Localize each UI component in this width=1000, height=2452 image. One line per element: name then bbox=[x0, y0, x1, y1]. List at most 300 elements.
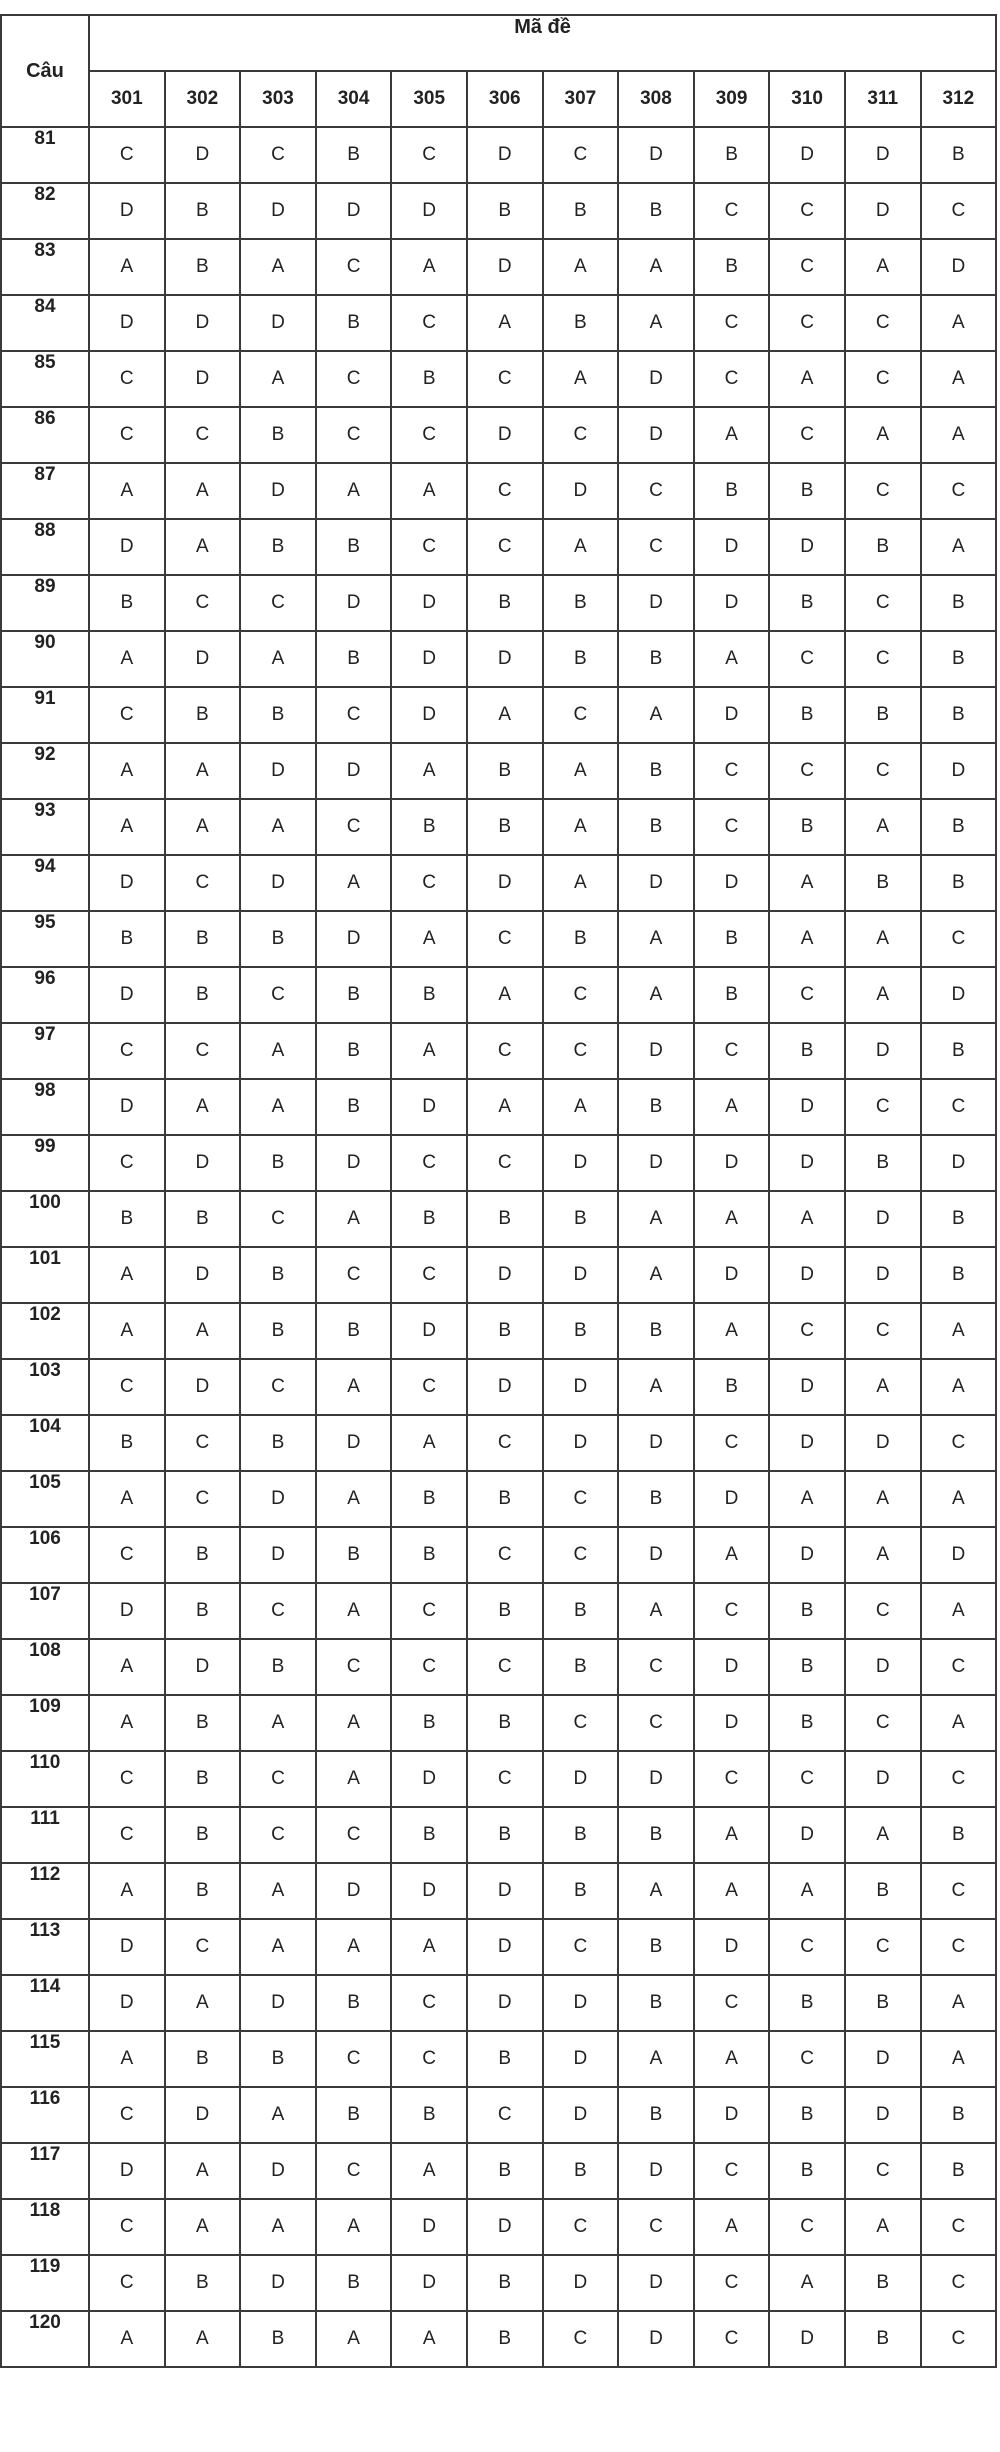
answer-cell: A bbox=[694, 631, 770, 687]
exam-code-308: 308 bbox=[618, 71, 694, 127]
answer-cell: B bbox=[543, 1807, 619, 1863]
answer-cell: D bbox=[391, 2255, 467, 2311]
answer-cell: D bbox=[543, 1247, 619, 1303]
answer-cell: B bbox=[921, 687, 997, 743]
answer-cell: B bbox=[618, 799, 694, 855]
answer-cell: A bbox=[240, 2199, 316, 2255]
answer-cell: D bbox=[165, 1359, 241, 1415]
answer-cell: D bbox=[845, 1247, 921, 1303]
answer-cell: B bbox=[921, 1191, 997, 1247]
table-row bbox=[1, 1415, 996, 1471]
answer-cell: A bbox=[618, 295, 694, 351]
answer-cell: A bbox=[391, 1023, 467, 1079]
answer-cell: C bbox=[316, 239, 392, 295]
table-row bbox=[1, 351, 996, 407]
answer-cell: D bbox=[316, 1135, 392, 1191]
table-row bbox=[1, 1191, 996, 1247]
answer-cell: C bbox=[543, 2311, 619, 2367]
exam-code-header: Mã đề bbox=[89, 15, 996, 71]
answer-cell: C bbox=[769, 967, 845, 1023]
table-row bbox=[1, 687, 996, 743]
answer-cell: C bbox=[240, 967, 316, 1023]
answer-cell: C bbox=[845, 743, 921, 799]
answer-cell: B bbox=[165, 1191, 241, 1247]
answer-cell: C bbox=[694, 295, 770, 351]
answer-cell: D bbox=[391, 1751, 467, 1807]
answer-cell: B bbox=[543, 1639, 619, 1695]
answer-cell: D bbox=[89, 1975, 165, 2031]
answer-cell: B bbox=[391, 967, 467, 1023]
answer-cell: B bbox=[240, 1303, 316, 1359]
answer-cell: D bbox=[845, 1415, 921, 1471]
answer-cell: B bbox=[543, 575, 619, 631]
answer-cell: D bbox=[845, 1191, 921, 1247]
answer-cell: B bbox=[165, 2031, 241, 2087]
answer-cell: C bbox=[845, 1919, 921, 1975]
answer-cell: D bbox=[240, 183, 316, 239]
answer-cell: C bbox=[240, 1583, 316, 1639]
answer-cell: B bbox=[769, 1695, 845, 1751]
table-row bbox=[1, 1247, 996, 1303]
answer-cell: D bbox=[845, 1639, 921, 1695]
answer-cell: A bbox=[391, 2143, 467, 2199]
answer-cell: C bbox=[694, 1023, 770, 1079]
answer-cell: B bbox=[467, 1303, 543, 1359]
answer-cell: A bbox=[769, 351, 845, 407]
answer-cell: D bbox=[89, 1583, 165, 1639]
answer-cell: C bbox=[467, 1751, 543, 1807]
table-row bbox=[1, 967, 996, 1023]
exam-code-311: 311 bbox=[845, 71, 921, 127]
answer-cell: B bbox=[467, 743, 543, 799]
answer-cell: D bbox=[89, 855, 165, 911]
table-row bbox=[1, 1471, 996, 1527]
answer-cell: C bbox=[240, 127, 316, 183]
answer-cell: C bbox=[543, 407, 619, 463]
answer-cell: D bbox=[165, 295, 241, 351]
question-number: 113 bbox=[1, 1919, 89, 1975]
answer-cell: A bbox=[316, 1583, 392, 1639]
answer-cell: A bbox=[618, 1191, 694, 1247]
answer-cell: C bbox=[769, 407, 845, 463]
answer-cell: D bbox=[694, 1639, 770, 1695]
answer-cell: D bbox=[694, 1919, 770, 1975]
answer-cell: C bbox=[769, 1919, 845, 1975]
answer-cell: D bbox=[618, 1415, 694, 1471]
answer-cell: A bbox=[921, 1695, 997, 1751]
answer-cell: B bbox=[391, 1807, 467, 1863]
answer-cell: C bbox=[89, 1135, 165, 1191]
answer-cell: B bbox=[467, 2311, 543, 2367]
answer-cell: D bbox=[467, 2199, 543, 2255]
answer-cell: D bbox=[316, 911, 392, 967]
answer-cell: A bbox=[89, 463, 165, 519]
exam-code-row bbox=[1, 71, 996, 127]
answer-cell: C bbox=[921, 1863, 997, 1919]
answer-cell: D bbox=[618, 1135, 694, 1191]
answer-cell: B bbox=[316, 1527, 392, 1583]
table-row bbox=[1, 1583, 996, 1639]
answer-cell: D bbox=[240, 295, 316, 351]
answer-cell: A bbox=[89, 799, 165, 855]
answer-cell: A bbox=[921, 295, 997, 351]
answer-cell: A bbox=[921, 351, 997, 407]
answer-cell: D bbox=[543, 1751, 619, 1807]
answer-cell: B bbox=[618, 1471, 694, 1527]
table-row bbox=[1, 575, 996, 631]
answer-cell: B bbox=[543, 911, 619, 967]
answer-cell: B bbox=[618, 2087, 694, 2143]
answer-cell: C bbox=[618, 1695, 694, 1751]
answer-cell: C bbox=[921, 1639, 997, 1695]
answer-cell: D bbox=[694, 575, 770, 631]
answer-cell: A bbox=[618, 239, 694, 295]
table-header-row bbox=[1, 15, 996, 71]
answer-cell: A bbox=[543, 1079, 619, 1135]
answer-cell: B bbox=[467, 1695, 543, 1751]
answer-cell: A bbox=[921, 407, 997, 463]
answer-cell: C bbox=[543, 967, 619, 1023]
answer-cell: A bbox=[618, 687, 694, 743]
answer-cell: A bbox=[165, 799, 241, 855]
answer-cell: D bbox=[618, 2143, 694, 2199]
answer-cell: D bbox=[165, 2087, 241, 2143]
answer-cell: A bbox=[165, 463, 241, 519]
answer-cell: A bbox=[845, 1527, 921, 1583]
answer-cell: C bbox=[769, 1303, 845, 1359]
answer-cell: B bbox=[543, 1303, 619, 1359]
answer-cell: A bbox=[391, 239, 467, 295]
answer-cell: C bbox=[921, 1751, 997, 1807]
answer-cell: A bbox=[165, 2143, 241, 2199]
answer-cell: D bbox=[467, 127, 543, 183]
answer-cell: B bbox=[240, 1639, 316, 1695]
answer-cell: A bbox=[845, 1471, 921, 1527]
answer-cell: C bbox=[391, 2031, 467, 2087]
question-number: 98 bbox=[1, 1079, 89, 1135]
answer-cell: C bbox=[316, 799, 392, 855]
answer-cell: C bbox=[467, 1415, 543, 1471]
answer-cell: B bbox=[618, 1975, 694, 2031]
answer-cell: D bbox=[165, 127, 241, 183]
answer-cell: A bbox=[845, 799, 921, 855]
answer-cell: A bbox=[543, 855, 619, 911]
answer-cell: C bbox=[316, 1247, 392, 1303]
answer-cell: B bbox=[165, 1583, 241, 1639]
answer-cell: C bbox=[165, 1023, 241, 1079]
question-number: 116 bbox=[1, 2087, 89, 2143]
answer-cell: A bbox=[543, 743, 619, 799]
answer-cell: C bbox=[316, 2143, 392, 2199]
answer-cell: C bbox=[391, 1639, 467, 1695]
answer-cell: B bbox=[694, 127, 770, 183]
answer-cell: B bbox=[769, 1023, 845, 1079]
table-row bbox=[1, 1359, 996, 1415]
answer-cell: A bbox=[240, 2087, 316, 2143]
answer-cell: C bbox=[921, 463, 997, 519]
answer-cell: C bbox=[89, 1023, 165, 1079]
answer-cell: D bbox=[769, 1079, 845, 1135]
answer-cell: C bbox=[769, 631, 845, 687]
answer-cell: B bbox=[240, 2031, 316, 2087]
answer-cell: D bbox=[694, 1247, 770, 1303]
question-number: 82 bbox=[1, 183, 89, 239]
answer-cell: B bbox=[165, 1863, 241, 1919]
answer-cell: B bbox=[845, 1975, 921, 2031]
answer-cell: C bbox=[391, 127, 467, 183]
exam-code-309: 309 bbox=[694, 71, 770, 127]
answer-cell: B bbox=[89, 911, 165, 967]
answer-rows bbox=[1, 127, 996, 2367]
answer-cell: C bbox=[769, 183, 845, 239]
answer-cell: B bbox=[316, 2087, 392, 2143]
answer-cell: C bbox=[694, 1583, 770, 1639]
table-row bbox=[1, 183, 996, 239]
answer-cell: D bbox=[618, 2255, 694, 2311]
table-row bbox=[1, 1135, 996, 1191]
answer-cell: C bbox=[240, 1191, 316, 1247]
question-number: 85 bbox=[1, 351, 89, 407]
answer-cell: D bbox=[618, 855, 694, 911]
question-number: 87 bbox=[1, 463, 89, 519]
answer-cell: B bbox=[467, 1807, 543, 1863]
answer-cell: A bbox=[316, 1695, 392, 1751]
answer-cell: B bbox=[165, 1807, 241, 1863]
table-row bbox=[1, 743, 996, 799]
question-number: 88 bbox=[1, 519, 89, 575]
answer-cell: D bbox=[543, 1135, 619, 1191]
answer-cell: D bbox=[845, 1023, 921, 1079]
answer-cell: A bbox=[769, 1863, 845, 1919]
answer-cell: A bbox=[618, 967, 694, 1023]
answer-cell: A bbox=[467, 1079, 543, 1135]
answer-cell: B bbox=[89, 1191, 165, 1247]
question-number: 91 bbox=[1, 687, 89, 743]
answer-cell: A bbox=[694, 1807, 770, 1863]
answer-cell: C bbox=[543, 1471, 619, 1527]
answer-cell: A bbox=[921, 1359, 997, 1415]
answer-cell: B bbox=[845, 519, 921, 575]
answer-cell: C bbox=[694, 1751, 770, 1807]
answer-cell: D bbox=[769, 127, 845, 183]
answer-cell: C bbox=[89, 2255, 165, 2311]
question-number: 103 bbox=[1, 1359, 89, 1415]
answer-cell: C bbox=[769, 743, 845, 799]
answer-cell: C bbox=[89, 407, 165, 463]
answer-cell: C bbox=[921, 2255, 997, 2311]
answer-cell: A bbox=[89, 1695, 165, 1751]
answer-cell: D bbox=[165, 631, 241, 687]
answer-cell: D bbox=[845, 1751, 921, 1807]
answer-cell: A bbox=[89, 2311, 165, 2367]
table-row bbox=[1, 2143, 996, 2199]
answer-cell: B bbox=[694, 239, 770, 295]
answer-cell: B bbox=[240, 1247, 316, 1303]
answer-cell: A bbox=[240, 1023, 316, 1079]
answer-cell: A bbox=[921, 1303, 997, 1359]
answer-cell: D bbox=[89, 2143, 165, 2199]
answer-cell: B bbox=[165, 239, 241, 295]
table-row bbox=[1, 1863, 996, 1919]
answer-cell: A bbox=[240, 239, 316, 295]
answer-cell: A bbox=[694, 1527, 770, 1583]
answer-cell: B bbox=[921, 2087, 997, 2143]
answer-cell: B bbox=[165, 911, 241, 967]
answer-cell: C bbox=[618, 463, 694, 519]
answer-cell: B bbox=[543, 1863, 619, 1919]
answer-cell: D bbox=[618, 407, 694, 463]
answer-cell: A bbox=[769, 1191, 845, 1247]
answer-cell: B bbox=[921, 1023, 997, 1079]
answer-cell: B bbox=[240, 687, 316, 743]
answer-cell: A bbox=[769, 2255, 845, 2311]
answer-cell: D bbox=[165, 1135, 241, 1191]
answer-cell: D bbox=[694, 1695, 770, 1751]
answer-cell: D bbox=[89, 1079, 165, 1135]
answer-cell: C bbox=[391, 1975, 467, 2031]
answer-cell: C bbox=[316, 687, 392, 743]
answer-cell: B bbox=[316, 127, 392, 183]
answer-cell: D bbox=[391, 631, 467, 687]
answer-cell: A bbox=[316, 463, 392, 519]
answer-cell: A bbox=[391, 2311, 467, 2367]
answer-cell: A bbox=[921, 2031, 997, 2087]
question-number: 117 bbox=[1, 2143, 89, 2199]
answer-cell: A bbox=[89, 1639, 165, 1695]
answer-cell: D bbox=[921, 239, 997, 295]
answer-cell: A bbox=[316, 1919, 392, 1975]
answer-cell: D bbox=[240, 1975, 316, 2031]
answer-cell: C bbox=[89, 2199, 165, 2255]
answer-cell: D bbox=[543, 2031, 619, 2087]
question-number: 100 bbox=[1, 1191, 89, 1247]
answer-cell: A bbox=[391, 1919, 467, 1975]
answer-cell: D bbox=[391, 1863, 467, 1919]
answer-cell: D bbox=[89, 183, 165, 239]
answer-cell: C bbox=[694, 1415, 770, 1471]
answer-cell: B bbox=[921, 575, 997, 631]
answer-cell: C bbox=[845, 575, 921, 631]
answer-cell: C bbox=[165, 1919, 241, 1975]
answer-cell: D bbox=[845, 2031, 921, 2087]
answer-cell: C bbox=[845, 1583, 921, 1639]
answer-cell: C bbox=[391, 295, 467, 351]
answer-cell: D bbox=[845, 183, 921, 239]
answer-cell: C bbox=[240, 1807, 316, 1863]
table-row bbox=[1, 239, 996, 295]
answer-cell: B bbox=[391, 1471, 467, 1527]
question-number: 83 bbox=[1, 239, 89, 295]
answer-cell: D bbox=[543, 1359, 619, 1415]
answer-cell: B bbox=[769, 1975, 845, 2031]
answer-cell: D bbox=[467, 1919, 543, 1975]
answer-cell: B bbox=[543, 631, 619, 687]
answer-cell: C bbox=[921, 1079, 997, 1135]
answer-cell: D bbox=[618, 2311, 694, 2367]
question-number: 99 bbox=[1, 1135, 89, 1191]
answer-cell: A bbox=[165, 2199, 241, 2255]
answer-cell: C bbox=[543, 1527, 619, 1583]
answer-cell: D bbox=[769, 1527, 845, 1583]
answer-cell: B bbox=[467, 575, 543, 631]
answer-cell: B bbox=[845, 2311, 921, 2367]
answer-cell: C bbox=[391, 1135, 467, 1191]
answer-cell: D bbox=[845, 127, 921, 183]
question-number: 110 bbox=[1, 1751, 89, 1807]
answer-cell: B bbox=[316, 1023, 392, 1079]
answer-cell: A bbox=[391, 463, 467, 519]
answer-cell: A bbox=[694, 407, 770, 463]
answer-cell: A bbox=[89, 1303, 165, 1359]
answer-cell: B bbox=[769, 2087, 845, 2143]
answer-cell: D bbox=[240, 743, 316, 799]
answer-cell: A bbox=[543, 799, 619, 855]
question-number: 95 bbox=[1, 911, 89, 967]
answer-cell: C bbox=[845, 463, 921, 519]
answer-cell: D bbox=[921, 743, 997, 799]
answer-cell: C bbox=[618, 2199, 694, 2255]
answer-cell: A bbox=[694, 2031, 770, 2087]
table-row bbox=[1, 1919, 996, 1975]
answer-cell: B bbox=[165, 2255, 241, 2311]
answer-cell: C bbox=[316, 2031, 392, 2087]
table-row bbox=[1, 1079, 996, 1135]
answer-cell: B bbox=[240, 519, 316, 575]
answer-cell: C bbox=[543, 1023, 619, 1079]
answer-cell: A bbox=[694, 1079, 770, 1135]
answer-cell: A bbox=[618, 911, 694, 967]
answer-cell: D bbox=[89, 295, 165, 351]
question-number: 115 bbox=[1, 2031, 89, 2087]
answer-cell: B bbox=[316, 295, 392, 351]
answer-cell: D bbox=[618, 1023, 694, 1079]
answer-cell: C bbox=[240, 1751, 316, 1807]
question-number: 104 bbox=[1, 1415, 89, 1471]
answer-cell: C bbox=[467, 519, 543, 575]
question-number: 96 bbox=[1, 967, 89, 1023]
answer-cell: D bbox=[391, 183, 467, 239]
exam-code-306: 306 bbox=[467, 71, 543, 127]
answer-cell: A bbox=[89, 1247, 165, 1303]
question-number: 93 bbox=[1, 799, 89, 855]
answer-cell: A bbox=[89, 743, 165, 799]
table-row bbox=[1, 855, 996, 911]
answer-cell: B bbox=[618, 743, 694, 799]
answer-cell: D bbox=[316, 1863, 392, 1919]
answer-cell: B bbox=[921, 799, 997, 855]
question-number: 111 bbox=[1, 1807, 89, 1863]
answer-cell: B bbox=[391, 1527, 467, 1583]
answer-cell: C bbox=[316, 1807, 392, 1863]
answer-cell: A bbox=[165, 743, 241, 799]
answer-cell: A bbox=[543, 351, 619, 407]
answer-cell: A bbox=[240, 351, 316, 407]
answer-cell: C bbox=[921, 911, 997, 967]
answer-cell: C bbox=[845, 1079, 921, 1135]
answer-cell: A bbox=[165, 519, 241, 575]
answer-cell: D bbox=[467, 239, 543, 295]
table-row bbox=[1, 799, 996, 855]
answer-cell: C bbox=[543, 1919, 619, 1975]
exam-code-305: 305 bbox=[391, 71, 467, 127]
question-number: 101 bbox=[1, 1247, 89, 1303]
answer-cell: B bbox=[618, 183, 694, 239]
answer-cell: A bbox=[845, 1359, 921, 1415]
answer-cell: B bbox=[89, 1415, 165, 1471]
exam-code-312: 312 bbox=[921, 71, 997, 127]
answer-cell: C bbox=[769, 2031, 845, 2087]
answer-cell: A bbox=[89, 631, 165, 687]
